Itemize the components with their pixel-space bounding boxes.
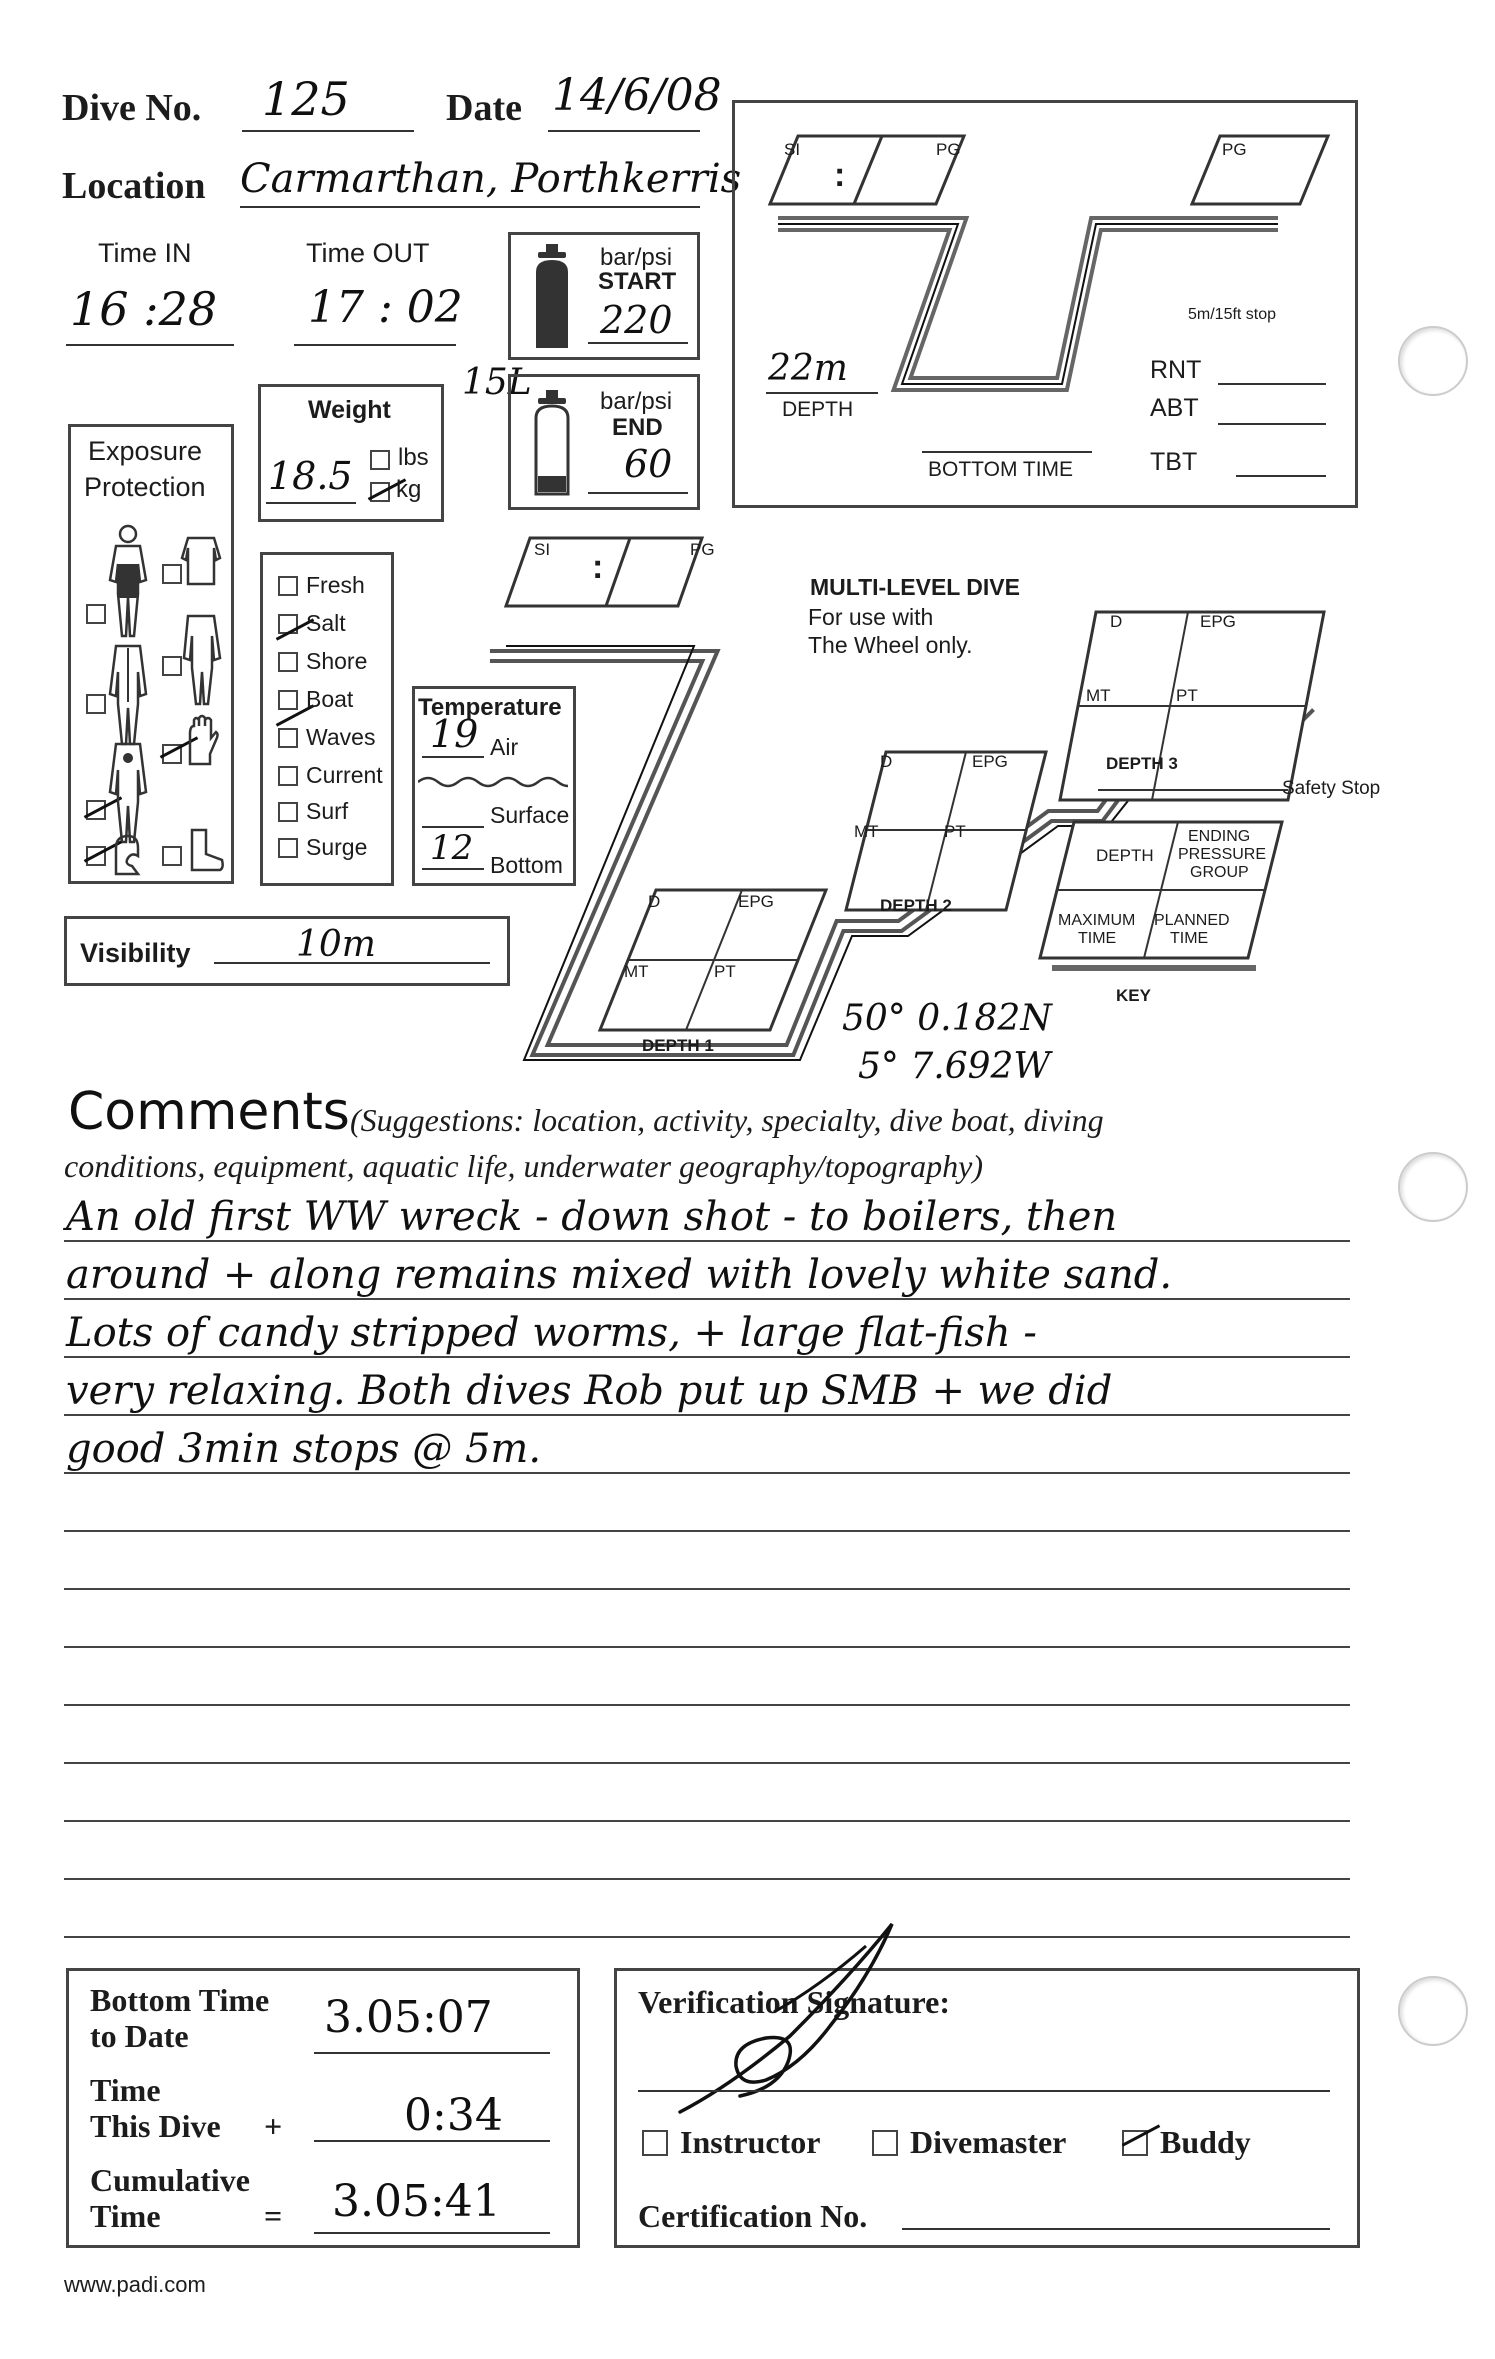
ml-title: MULTI-LEVEL DIVE [810,574,1020,600]
temperature-title: Temperature [418,694,562,721]
buddy-label: Buddy [1160,2124,1251,2160]
ml-d2-mt: MT [854,822,879,841]
weight-value: 18.5 [268,454,353,498]
fresh-label: Fresh [306,572,365,598]
bt-to-date-label-1: Bottom Time [90,1982,270,2018]
comment-rule-6 [64,1530,1350,1532]
binder-hole-top [1398,326,1468,396]
current-label: Current [306,762,383,788]
time-out-line [294,344,456,346]
ml-d1-pt: PT [714,962,736,981]
drysuit-icon [106,740,150,846]
shore-checkbox[interactable] [278,652,298,672]
ml-colon: : [592,548,604,586]
visibility-value: 10m [296,924,376,965]
surf-checkbox[interactable] [278,802,298,822]
ml-subtitle-2: The Wheel only. [808,632,973,658]
key-mt-line2: TIME [1078,930,1117,947]
comment-rule-2 [64,1298,1350,1300]
current-checkbox[interactable] [278,766,298,786]
divemaster-label: Divemaster [910,2124,1067,2160]
key-depth-label: DEPTH [1096,846,1154,865]
tank-size-note: 15L [462,362,532,403]
surface-temp-label: Surface [490,802,570,828]
cumulative-line [314,2232,550,2234]
surf-label: Surf [306,798,349,824]
date-line [548,130,700,132]
fullsuit-checkbox[interactable] [86,694,106,714]
long-john-icon [180,612,222,708]
this-dive-label-1: Time [90,2072,161,2108]
ml-depth1-label: DEPTH 1 [642,1036,714,1055]
certification-label: Certification No. [638,2198,868,2234]
comments-title: Comments [68,1082,350,1142]
key-label: KEY [1116,986,1151,1005]
key-epg-line2: PRESSURE [1178,846,1267,863]
visibility-line [214,962,490,964]
air-end-label: END [612,414,663,441]
cumulative-label-2: Time [90,2198,161,2234]
bt-to-date-label-2: to Date [90,2018,189,2054]
comment-rule-8 [64,1646,1350,1648]
cumulative-equals: = [264,2198,283,2234]
key-pt-line2: TIME [1170,930,1209,947]
ml-d1-mt: MT [624,962,649,981]
abt-label: ABT [1150,394,1199,422]
signature-line [638,2090,1330,2092]
tank-start-icon [530,244,574,352]
key-epg-line3: GROUP [1190,864,1249,881]
salt-label: Salt [306,610,346,636]
time-in-value: 16 :28 [70,282,218,336]
air-start-label: START [598,268,677,295]
bt-to-date-line [314,2052,550,2054]
ml-d2-epg: EPG [972,752,1008,771]
ml-d1-d: D [648,892,661,911]
air-end-value: 60 [624,442,673,486]
visibility-label: Visibility [80,938,191,968]
ml-si-label: SI [534,540,551,559]
date-value: 14/6/08 [552,70,722,121]
bt-to-date-value: 3.05:07 [324,1992,493,2043]
ml-depth2-label: DEPTH 2 [880,896,952,915]
longjohn-checkbox[interactable] [162,656,182,676]
profile-safety-stop-label: 5m/15ft stop [1188,306,1277,323]
boots-checkbox[interactable] [162,846,182,866]
this-dive-label-2: This Dive [90,2108,221,2144]
vest-checkbox[interactable] [162,564,182,584]
comment-rule-10 [64,1762,1350,1764]
shorty-suit-icon [106,524,150,640]
key-pt-line1: PLANNED [1154,912,1230,929]
profile-depth-value: 22m [768,348,848,389]
bottom-temp-label: Bottom [490,852,563,878]
comment-rule-7 [64,1588,1350,1590]
comment-rule-4 [64,1414,1350,1416]
air-temp-line [422,756,484,758]
air-start-unit: bar/psi [600,244,673,271]
time-out-value: 17 : 02 [308,282,463,333]
this-dive-value: 0:34 [404,2090,503,2141]
binder-hole-middle [1398,1152,1468,1222]
bottom-time-label: BOTTOM TIME [928,458,1074,481]
location-value: Carmarthan, Porthkerris [240,156,742,202]
comments-suggestions-1: (Suggestions: location, activity, specialty, dive boat, diving [350,1102,1104,1138]
lbs-label: lbs [398,444,429,471]
dive-no-label: Dive No. [62,87,202,129]
hooded-vest-icon [180,532,222,588]
location-label: Location [62,165,206,207]
ml-d3-d: D [1110,612,1123,631]
profile-depth-label: DEPTH [782,398,854,421]
bottom-temp-value: 12 [430,828,474,868]
verification-signature-label: Verification Signature: [638,1984,950,2020]
footer-url: www.padi.com [64,2272,206,2297]
ml-d3-mt: MT [1086,686,1111,705]
air-temp-label: Air [490,734,519,760]
dive-no-line [242,130,414,132]
fresh-checkbox[interactable] [278,576,298,596]
waves-checkbox[interactable] [278,728,298,748]
lbs-checkbox[interactable] [370,450,390,470]
comment-line-3: Lots of candy stripped worms, + large flat-fish - [66,1310,1037,1356]
glove-icon [182,714,220,766]
ml-subtitle-1: For use with [808,604,934,630]
instructor-checkbox[interactable] [642,2130,668,2156]
this-dive-line [314,2140,550,2142]
ml-d2-pt: PT [944,822,966,841]
dive-no-value: 125 [262,72,350,126]
rnt-label: RNT [1150,356,1202,384]
gps-latitude: 50° 0.182N [842,998,1052,1039]
cumulative-value: 3.05:41 [332,2176,501,2227]
divemaster-checkbox[interactable] [872,2130,898,2156]
instructor-label: Instructor [680,2124,821,2160]
date-label: Date [446,87,522,129]
air-end-line [588,492,688,494]
full-wetsuit-icon [106,642,150,748]
comment-rule-5 [64,1472,1350,1474]
ml-pg-label: PG [690,540,715,559]
cumulative-label-1: Cumulative [90,2162,250,2198]
bottom-temp-line [422,868,484,870]
comment-rule-3 [64,1356,1350,1358]
comment-rule-12 [64,1878,1350,1880]
handwritten-signature [670,1916,910,2116]
ml-d3-pt: PT [1176,686,1198,705]
air-start-value: 220 [600,298,673,342]
air-end-unit: bar/psi [600,388,673,415]
profile-colon: : [834,156,846,194]
ml-safety-stop-label: Safety Stop [1282,778,1381,799]
time-in-line [66,344,234,346]
comment-rule-9 [64,1704,1350,1706]
certification-line [902,2228,1330,2230]
key-epg-line1: ENDING [1188,828,1251,845]
profile-pg-label-2: PG [1222,140,1247,159]
comment-line-4: very relaxing. Both dives Rob put up SMB + we did [66,1368,1113,1414]
time-in-label: Time IN [98,238,192,268]
boot-icon [186,828,226,872]
boat-label: Boat [306,686,354,712]
dive-profile-graphic [732,100,1358,508]
shore-label: Shore [306,648,368,674]
waves-label: Waves [306,724,376,750]
shorty-checkbox[interactable] [86,604,106,624]
comments-suggestions-2: conditions, equipment, aquatic life, underwater geography/topography) [64,1148,983,1184]
air-temp-value: 19 [430,712,479,756]
tank-end-icon [530,390,574,498]
exposure-title-1: Exposure [88,436,203,466]
location-line [240,206,700,208]
this-dive-plus: + [264,2108,283,2144]
weight-label: Weight [308,396,391,424]
kg-check-mark [366,478,396,498]
time-out-label: Time OUT [306,238,430,268]
binder-hole-bottom [1398,1976,1468,2046]
ml-depth3-label: DEPTH 3 [1106,754,1178,773]
comment-line-2: around + along remains mixed with lovely white sand. [66,1252,1173,1298]
profile-si-label: SI [784,140,801,159]
key-mt-line1: MAXIMUM [1058,912,1136,929]
surge-checkbox[interactable] [278,838,298,858]
ml-d3-epg: EPG [1200,612,1236,631]
hood-icon [110,834,142,878]
comment-line-5: good 3min stops @ 5m. [66,1426,542,1472]
exposure-title-2: Protection [84,472,206,502]
profile-pg-label: PG [936,140,961,159]
comment-rule-11 [64,1820,1350,1822]
surge-label: Surge [306,834,368,860]
comment-rule-1 [64,1240,1350,1242]
kg-label: kg [396,476,422,503]
profile-depth-line [766,392,878,394]
air-start-line [588,342,688,344]
tbt-label: TBT [1150,448,1198,476]
gps-longitude: 5° 7.692W [858,1046,1051,1087]
weight-line [266,502,356,504]
comment-line-1: An old first WW wreck - down shot - to boilers, then [66,1194,1118,1240]
ml-d1-epg: EPG [738,892,774,911]
ml-d2-d: D [880,752,893,771]
